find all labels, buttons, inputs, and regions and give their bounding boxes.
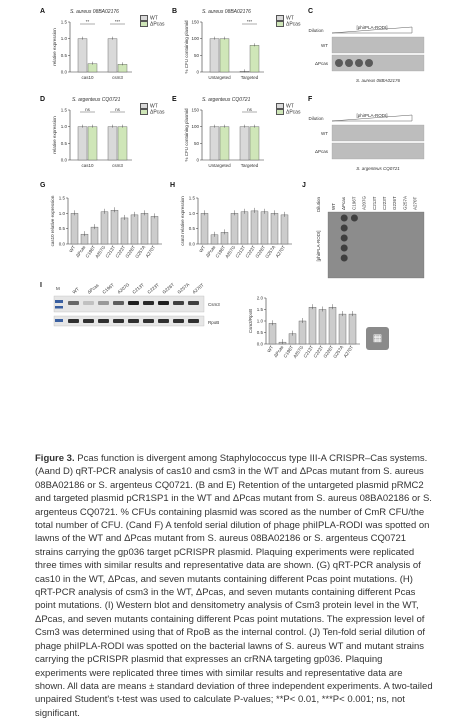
panel-g-chart bbox=[40, 188, 165, 276]
bar bbox=[108, 127, 117, 160]
x-tick-label: cas10 bbox=[81, 75, 94, 80]
x-tick-label: cas10 bbox=[81, 163, 94, 168]
legend-swatch-wt bbox=[276, 103, 284, 109]
bar bbox=[108, 39, 117, 72]
lane-label: ΔPcas bbox=[86, 282, 100, 295]
legend-label-wt: WT bbox=[150, 15, 158, 22]
bar bbox=[78, 127, 87, 160]
x-tick-label: C213T bbox=[302, 344, 315, 359]
phage-label: [phiIPLA-RODI] bbox=[356, 113, 388, 118]
panel-h-chart bbox=[170, 188, 295, 276]
x-tick-label: A207G bbox=[94, 244, 107, 260]
panel-i-western-blot bbox=[52, 282, 232, 338]
legend-label-wt: WT bbox=[286, 103, 294, 110]
y-tick-label: 1.0 bbox=[256, 318, 263, 324]
panel-letter-i: I bbox=[40, 282, 42, 289]
x-tick-label: WT bbox=[198, 244, 207, 254]
y-axis-label: relative expression bbox=[52, 28, 57, 66]
panel-c-plaque bbox=[302, 20, 430, 90]
bar bbox=[261, 212, 268, 244]
y-tick-label: 0.0 bbox=[188, 241, 195, 247]
y-tick-label: 1.0 bbox=[60, 124, 67, 130]
dilution-label: Dilution bbox=[316, 196, 321, 212]
rpob-band bbox=[158, 319, 169, 323]
panel-letter-e: E bbox=[172, 96, 177, 103]
y-tick-label: 1.5 bbox=[60, 19, 67, 25]
y-tick-label: 0 bbox=[196, 157, 199, 163]
x-tick-label: Untargeted bbox=[208, 163, 231, 168]
x-tick-label: C223T bbox=[312, 344, 325, 359]
x-tick-label: G257A bbox=[332, 344, 345, 360]
legend-swatch-wt bbox=[140, 15, 148, 21]
x-tick-label: ΔPcas bbox=[204, 244, 217, 259]
y-tick-label: 1.0 bbox=[58, 210, 65, 216]
bar bbox=[251, 211, 258, 244]
plaque-spot bbox=[355, 59, 363, 67]
lawn bbox=[332, 37, 424, 53]
bar bbox=[141, 213, 148, 244]
y-tick-label: 50 bbox=[193, 140, 199, 146]
csm3-band bbox=[98, 301, 109, 305]
plaque-spot bbox=[345, 59, 353, 67]
bar bbox=[118, 64, 127, 72]
row-label: ΔPcas bbox=[314, 149, 328, 154]
strain-label: A270T bbox=[412, 196, 418, 210]
y-axis-label: % CFU containing plasmid bbox=[184, 20, 189, 74]
y-axis-label: relative expression bbox=[52, 116, 57, 154]
rpob-band bbox=[128, 319, 139, 323]
y-tick-label: 0.5 bbox=[188, 226, 195, 232]
y-tick-label: 100 bbox=[191, 124, 199, 130]
panel-letter-d: D bbox=[40, 96, 46, 103]
legend-label-dpcas: ΔPcas bbox=[150, 21, 165, 28]
y-tick-label: 0 bbox=[196, 69, 199, 75]
dilution-label: Dilution bbox=[308, 116, 324, 121]
panel-b-chart bbox=[172, 14, 292, 94]
y-tick-label: 0.5 bbox=[60, 140, 67, 146]
x-tick-label: A270T bbox=[342, 344, 355, 359]
bar bbox=[111, 210, 118, 244]
plaque-spot bbox=[335, 59, 343, 67]
bar bbox=[250, 45, 259, 72]
panel-b-legend bbox=[276, 15, 300, 28]
bar bbox=[339, 314, 346, 344]
bar bbox=[329, 307, 336, 344]
panel-a-title: S. aureus 08BA02176 bbox=[70, 9, 119, 15]
x-tick-label: WT bbox=[68, 244, 77, 254]
x-tick-label: Targeted bbox=[240, 75, 259, 80]
bar bbox=[91, 227, 98, 244]
y-axis-label: cas10 relative expression bbox=[50, 195, 55, 247]
y-tick-label: 0.5 bbox=[58, 226, 65, 232]
panel-d-title: S. argenteus CQ0721 bbox=[72, 97, 121, 103]
x-tick-label: C196T bbox=[214, 244, 227, 259]
x-tick-label: ΔPcas bbox=[272, 344, 285, 359]
sig-label: *** bbox=[114, 19, 121, 24]
lane-label: WT bbox=[71, 286, 81, 295]
legend-label-dpcas: ΔPcas bbox=[150, 109, 165, 116]
legend-label-wt: WT bbox=[286, 15, 294, 22]
rpob-band bbox=[98, 319, 109, 323]
x-tick-label: C196T bbox=[84, 244, 97, 259]
sig-label: ** bbox=[85, 19, 90, 24]
csm3-band bbox=[128, 301, 139, 305]
x-tick-label: C213T bbox=[234, 244, 247, 259]
rpob-band bbox=[68, 319, 79, 323]
x-tick-label: ΔPcas bbox=[74, 244, 87, 259]
panel-f-plaque bbox=[302, 108, 430, 178]
x-tick-label: A270T bbox=[144, 244, 157, 259]
ladder-band bbox=[55, 300, 63, 303]
caption-lead: Figure 3. bbox=[35, 453, 75, 464]
x-tick-label: A207G bbox=[292, 344, 305, 360]
x-tick-label: WT bbox=[266, 344, 275, 354]
bar bbox=[151, 216, 158, 244]
csm3-band bbox=[143, 301, 154, 305]
x-tick-label: C213T bbox=[104, 244, 117, 259]
x-tick-label: C223T bbox=[114, 244, 127, 259]
rpob-band bbox=[173, 319, 184, 323]
legend-label-dpcas: ΔPcas bbox=[286, 21, 301, 28]
strain-label: WT bbox=[331, 203, 336, 210]
band-label-csm3: Csm3 bbox=[208, 302, 220, 307]
x-tick-label: G226T bbox=[124, 244, 137, 259]
y-tick-label: 1.0 bbox=[60, 36, 67, 42]
x-tick-label: G226T bbox=[254, 244, 267, 259]
bar bbox=[121, 218, 128, 244]
strain-label: C213T bbox=[371, 196, 377, 210]
bar bbox=[269, 323, 276, 344]
ladder-band bbox=[55, 319, 63, 322]
plaque-spot bbox=[351, 215, 358, 222]
bar bbox=[71, 213, 78, 244]
row-label: WT bbox=[321, 43, 328, 48]
phage-label: [phiIPLA-RODI] bbox=[356, 25, 388, 30]
strain-label: S. aureus 08BA02176 bbox=[355, 78, 401, 83]
sig-label: ns bbox=[115, 107, 120, 112]
y-axis-label: csm3 relative expression bbox=[180, 196, 185, 246]
bar bbox=[281, 215, 288, 244]
bar bbox=[201, 213, 208, 244]
plaque-spot bbox=[341, 235, 348, 242]
figure-3 bbox=[40, 0, 430, 440]
legend-swatch-dpcas bbox=[140, 109, 148, 115]
panel-e-chart bbox=[172, 102, 292, 182]
strain-label: G226T bbox=[392, 196, 398, 210]
x-tick-label: G257A bbox=[264, 244, 277, 260]
bar bbox=[88, 127, 97, 160]
panel-d-legend bbox=[140, 103, 164, 116]
csm3-band bbox=[113, 301, 124, 305]
rpob-band bbox=[143, 319, 154, 323]
lawn bbox=[332, 125, 424, 141]
lane-label: C223T bbox=[146, 282, 160, 295]
x-tick-label: A207G bbox=[224, 244, 237, 260]
rpob-band bbox=[188, 319, 199, 323]
csm3-band bbox=[68, 301, 79, 305]
x-tick-label: C196T bbox=[282, 344, 295, 359]
x-tick-label: Untargeted bbox=[208, 75, 231, 80]
x-tick-label: G257A bbox=[134, 244, 147, 260]
x-tick-label: A270T bbox=[274, 244, 287, 259]
y-tick-label: 1.5 bbox=[256, 307, 263, 312]
y-tick-label: 1.5 bbox=[58, 195, 65, 201]
y-tick-label: 0.5 bbox=[60, 52, 67, 58]
legend-swatch-wt bbox=[140, 103, 148, 109]
x-tick-label: C223T bbox=[244, 244, 257, 259]
bar bbox=[319, 310, 326, 345]
lane-label: C196T bbox=[101, 282, 115, 295]
panel-a-legend bbox=[140, 15, 164, 28]
bar bbox=[78, 39, 87, 72]
bar bbox=[250, 127, 259, 160]
band-label-rpob: RpoB bbox=[208, 320, 220, 325]
bar bbox=[220, 127, 229, 160]
panel-letter-c: C bbox=[308, 8, 314, 15]
ladder-band bbox=[55, 306, 63, 309]
phage-label: [phiIPLA-RODI] bbox=[316, 230, 321, 262]
bar bbox=[101, 212, 108, 244]
row-label: WT bbox=[321, 131, 328, 136]
y-tick-label: 100 bbox=[191, 36, 199, 42]
y-tick-label: 0.0 bbox=[60, 157, 67, 163]
strain-label: A207G bbox=[361, 195, 367, 210]
legend-swatch-dpcas bbox=[140, 21, 148, 27]
sig-label: *** bbox=[246, 19, 253, 24]
strain-label: G257A bbox=[402, 195, 408, 210]
y-axis-label: % CFU containing plasmid bbox=[184, 108, 189, 162]
panel-i-chart bbox=[236, 288, 386, 374]
csm3-band bbox=[173, 301, 184, 305]
lawn bbox=[332, 143, 424, 159]
y-tick-label: 1.0 bbox=[188, 210, 195, 216]
lane-label: A207G bbox=[116, 282, 131, 295]
bar bbox=[349, 314, 356, 344]
panel-e-title: S. argenteus CQ0721 bbox=[202, 97, 251, 103]
dilution-label: Dilution bbox=[308, 28, 324, 33]
legend-swatch-wt bbox=[276, 15, 284, 21]
bar bbox=[210, 127, 219, 160]
bar bbox=[309, 307, 316, 344]
panel-b-title: S. aureus 08BA02176 bbox=[202, 9, 251, 15]
bar bbox=[220, 39, 229, 72]
caption-text: Pcas function is divergent among Staphylococcus type III-A CRISPR–Cas systems. (Aand D) qRT-PCR analysis of cas10 and csm3 in the WT and ΔPcas mutant from S. aureus 08BA02186 or S. argenteus CQ0721. (B and E) Retention of the untargeted plasmid pRMC2 and targeted plasmid pCR1SP1 in the WT and ΔPcas mutant from S. aureus 08BA02186 or S. argenteus CQ0721. % CFUs containing plasmid was scored as the number of CmR CFU/the total number of CFU. (Cand F) A tenfold serial dilution of phage phiIPLA-RODI was spotted on lawns of the WT and ΔPcas mutant from S. aureus 08BA02186 or S. argenteus CQ0721 strains carrying the gp036 target pCRISPR plasmid. Plaquing experiments were replicated three times with similar results and representative data are shown. (G) qRT-PCR analysis of cas10 in the WT, ΔPcas, and seven mutants containing different Pcas point mutations. (H) qRT-PCR analysis of csm3 in the WT, ΔPcas, and seven mutants containing different Pcas point mutations. (I) Western blot and densitometry analysis of Csm3 protein level in the WT, ΔPcas, and seven mutants containing different Pcas point mutations. The expression level of Csm3 was determined using that of RpoB as the internal control. (J) Ten-fold serial dilution of phage phiIPLA-RODI was spotted on the bacterial lawns of S. aureus WT and mutant strains carrying the pCRISPR plasmid that expresses an crRNA targeting gp036. Plaquing experiments were replicated three times with similar results and representative data are shown. All data are means ± standard deviation of three independent experiments. A two-tailed unpaired Student's t-test was used to calculate P-values; **P< 0.01, ***P< 0.001; ns, not significant. bbox=[35, 453, 433, 719]
bar bbox=[118, 127, 127, 160]
y-tick-label: 2.0 bbox=[256, 295, 263, 301]
lane-label: G257A bbox=[176, 282, 191, 295]
panel-letter-g: G bbox=[40, 182, 46, 189]
plaque-spot bbox=[341, 255, 348, 262]
plaque-spot bbox=[341, 215, 348, 222]
legend-swatch-dpcas bbox=[276, 109, 284, 115]
bar bbox=[231, 213, 238, 244]
y-axis-label: Csm3/RpoB bbox=[248, 308, 253, 334]
y-tick-label: 0.0 bbox=[256, 341, 263, 347]
panel-letter-f: F bbox=[308, 96, 313, 103]
marker-label: M bbox=[56, 286, 60, 291]
lane-label: A270T bbox=[191, 282, 205, 295]
y-tick-label: 150 bbox=[191, 19, 199, 25]
strain-label: C223T bbox=[382, 196, 387, 210]
sig-label: ns bbox=[85, 107, 90, 112]
bar bbox=[88, 64, 97, 72]
strain-label: S. argenteus CQ0721 bbox=[356, 166, 400, 171]
panel-letter-b: B bbox=[172, 8, 178, 15]
strain-label: C196T bbox=[351, 196, 357, 210]
legend-label-dpcas: ΔPcas bbox=[286, 109, 301, 116]
csm3-band bbox=[188, 301, 199, 305]
y-tick-label: 0.0 bbox=[60, 69, 67, 75]
gallery-icon[interactable]: ▦ bbox=[366, 327, 389, 350]
plaque-spot bbox=[341, 245, 348, 252]
row-label: ΔPcas bbox=[314, 61, 328, 66]
bar bbox=[299, 321, 306, 344]
bar bbox=[210, 39, 219, 72]
y-tick-label: 50 bbox=[193, 52, 199, 58]
bar bbox=[131, 215, 138, 244]
panel-j-plaque bbox=[302, 184, 430, 280]
rpob-band bbox=[113, 319, 124, 323]
legend-swatch-dpcas bbox=[276, 21, 284, 27]
y-tick-label: 1.5 bbox=[60, 107, 67, 113]
panel-e-legend bbox=[276, 103, 300, 116]
csm3-band bbox=[158, 301, 169, 305]
bar bbox=[241, 212, 248, 244]
sig-label: ns bbox=[247, 107, 252, 112]
panel-letter-h: H bbox=[170, 182, 176, 189]
legend-label-wt: WT bbox=[150, 103, 158, 110]
panel-letter-j: J bbox=[302, 182, 306, 189]
y-tick-label: 150 bbox=[191, 107, 199, 113]
csm3-band bbox=[83, 301, 94, 305]
x-tick-label: G226T bbox=[322, 344, 335, 359]
lane-label: G226T bbox=[161, 282, 176, 295]
rpob-band bbox=[83, 319, 94, 323]
y-tick-label: 1.5 bbox=[188, 195, 195, 201]
bar bbox=[271, 213, 278, 244]
bar bbox=[240, 127, 249, 160]
panel-letter-a: A bbox=[40, 8, 46, 15]
plaque-spot bbox=[365, 59, 373, 67]
x-tick-label: Targeted bbox=[240, 163, 259, 168]
y-tick-label: 0.0 bbox=[58, 241, 65, 247]
lane-label: C213T bbox=[131, 282, 145, 295]
plaque-spot bbox=[341, 225, 348, 232]
x-tick-label: csm3 bbox=[112, 163, 123, 168]
strain-label: ΔPcas bbox=[341, 196, 347, 210]
x-tick-label: csm3 bbox=[112, 75, 123, 80]
y-tick-label: 0.5 bbox=[256, 330, 263, 335]
